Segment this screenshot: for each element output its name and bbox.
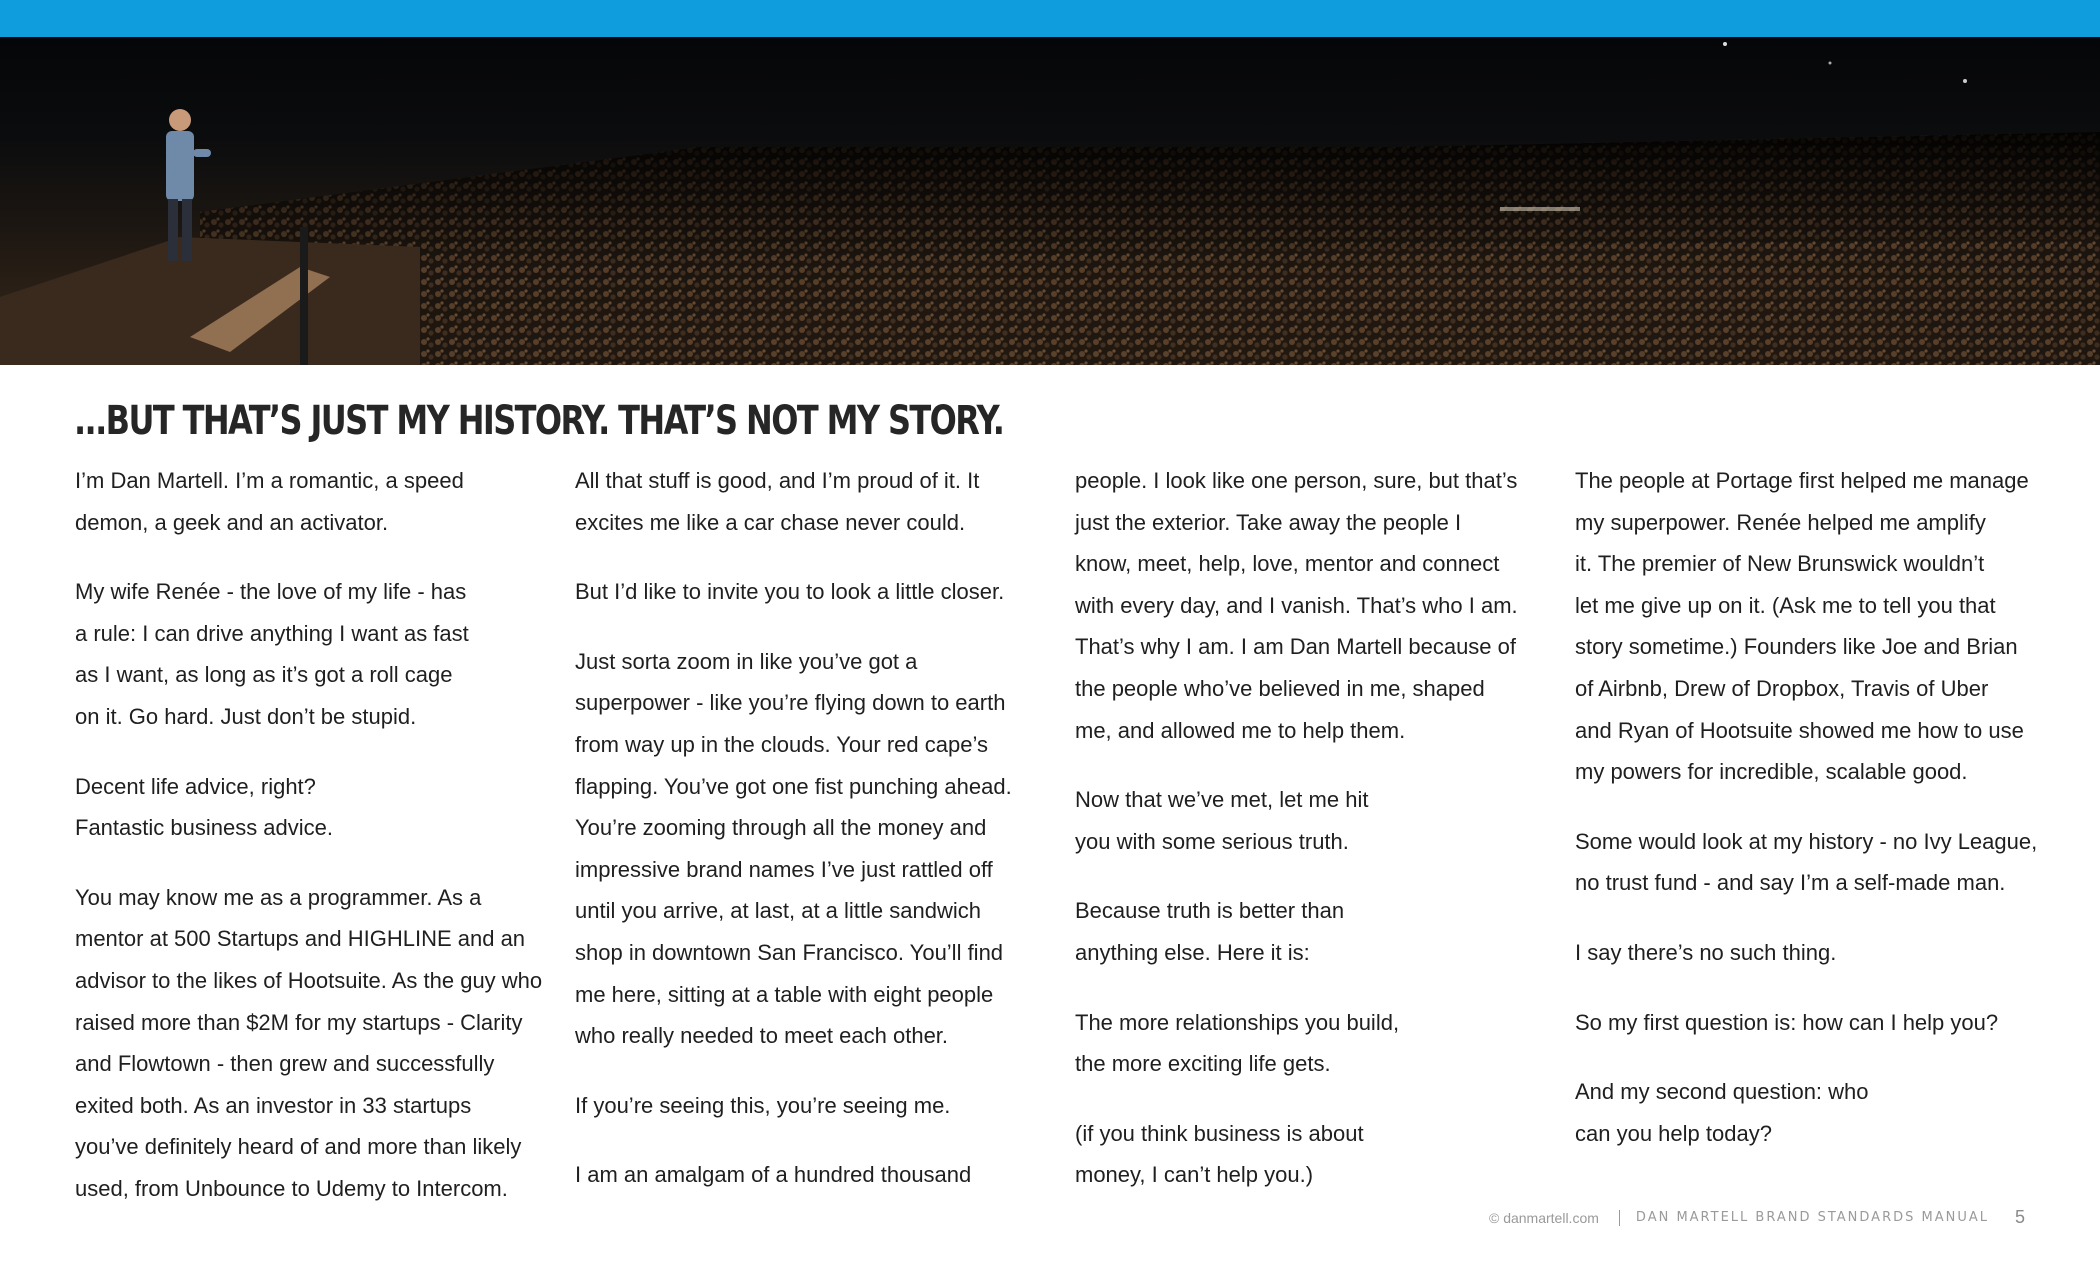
- text-line: from way up in the clouds. Your red cape’s: [575, 731, 988, 757]
- text-line: people. I look like one person, sure, but that’s: [1075, 468, 1518, 493]
- paragraph: [1075, 779, 1550, 862]
- text-line: advisor to the likes of Hootsuite. As the guy who: [75, 967, 543, 993]
- text-line: I’m Dan Martell. I’m a romantic, a speed: [75, 468, 464, 493]
- page-footer: [1489, 1207, 2025, 1228]
- text-line: as I want, as long as it’s got a roll cage: [75, 662, 453, 688]
- paragraph: [75, 460, 550, 543]
- top-accent-bar: [0, 0, 2100, 37]
- paragraph: [575, 1154, 1050, 1196]
- text-line: it. The premier of New Brunswick wouldn’t: [1575, 551, 1985, 577]
- text-line: raised more than $2M for my startups - Clarity: [75, 1009, 523, 1035]
- text-line: know, meet, help, love, mentor and connect: [1075, 551, 1500, 577]
- text-line: and Ryan of Hootsuite showed me how to use: [1575, 717, 2024, 743]
- hero-photo: [0, 37, 2100, 365]
- text-column-4: [1575, 460, 2050, 1182]
- text-line: Fantastic business advice.: [75, 815, 334, 841]
- text-line: Some would look at my history - no Ivy League,: [1575, 828, 2038, 854]
- text-line: exited both. As an investor in 33 startups: [75, 1092, 472, 1118]
- paragraph: [1575, 1002, 2050, 1044]
- text-line: a rule: I can drive anything I want as fast: [75, 620, 469, 646]
- page-headline: ...BUT THAT’S JUST MY HISTORY. THAT’S NOT MY STORY.: [74, 398, 1004, 444]
- paragraph: [1575, 821, 2050, 904]
- text-line: The more relationships you build,: [1075, 1009, 1400, 1035]
- text-line: So my first question is: how can I help you?: [1575, 1009, 1999, 1035]
- footer-manual-title: DAN MARTELL BRAND STANDARDS MANUAL: [1635, 1210, 1989, 1225]
- text-line: Because truth is better than: [1075, 898, 1345, 924]
- text-line: superpower - like you’re flying down to earth: [575, 690, 1006, 716]
- text-line: You may know me as a programmer. As a: [75, 884, 482, 910]
- paragraph: [75, 571, 550, 737]
- paragraph: [1575, 932, 2050, 974]
- text-line: demon, a geek and an activator.: [75, 509, 389, 535]
- text-line: If you’re seeing this, you’re seeing me.: [575, 1092, 951, 1118]
- text-line: Now that we’ve met, let me hit: [1075, 787, 1369, 813]
- text-line: my superpower. Renée helped me amplify: [1575, 509, 1986, 535]
- text-line: You’re zooming through all the money and: [575, 815, 987, 841]
- text-line: until you arrive, at last, at a little sandwich: [575, 898, 981, 924]
- footer-site: © danmartell.com: [1488, 1209, 1599, 1226]
- paragraph: [75, 766, 550, 849]
- paragraph: [1075, 890, 1550, 973]
- text-line: on it. Go hard. Just don’t be stupid.: [75, 703, 417, 729]
- text-line: of Airbnb, Drew of Dropbox, Travis of Uber: [1575, 675, 1989, 701]
- text-line: And my second question: who: [1575, 1079, 1869, 1105]
- text-line: no trust fund - and say I’m a self-made man.: [1575, 870, 2006, 896]
- text-line: excites me like a car chase never could.: [575, 509, 966, 535]
- paragraph: [75, 877, 550, 1210]
- paragraph: [575, 1085, 1050, 1127]
- text-column-3: [1075, 460, 1550, 1224]
- text-column-2: [575, 460, 1050, 1224]
- paragraph: [1575, 1071, 2050, 1154]
- text-line: me, and allowed me to help them.: [1075, 717, 1406, 743]
- text-line: (if you think business is about: [1075, 1120, 1364, 1146]
- text-line: mentor at 500 Startups and HIGHLINE and an: [75, 926, 526, 952]
- page-number: 5: [2014, 1207, 2025, 1227]
- paragraph: [1075, 460, 1550, 751]
- text-line: me here, sitting at a table with eight people: [575, 981, 994, 1007]
- text-line: impressive brand names I’ve just rattled off: [575, 856, 993, 882]
- auditorium-scene: [0, 37, 2100, 365]
- text-line: I am an amalgam of a hundred thousand: [575, 1162, 972, 1188]
- text-line: my powers for incredible, scalable good.: [1575, 759, 1968, 785]
- text-line: used, from Unbounce to Udemy to Intercom.: [75, 1175, 508, 1201]
- text-line: you with some serious truth.: [1075, 828, 1349, 854]
- text-line: story sometime.) Founders like Joe and Brian: [1575, 634, 2018, 660]
- text-line: But I’d like to invite you to look a little closer.: [575, 579, 1005, 605]
- paragraph: [575, 460, 1050, 543]
- paragraph: [575, 641, 1050, 1057]
- text-line: Just sorta zoom in like you’ve got a: [575, 648, 918, 674]
- text-line: All that stuff is good, and I’m proud of it. It: [575, 468, 980, 493]
- text-line: let me give up on it. (Ask me to tell you that: [1575, 592, 1996, 618]
- text-line: My wife Renée - the love of my life - has: [75, 579, 467, 605]
- text-line: That’s why I am. I am Dan Martell because of: [1075, 634, 1516, 660]
- text-line: anything else. Here it is:: [1075, 939, 1310, 965]
- footer-divider: [1619, 1210, 1620, 1226]
- text-line: shop in downtown San Francisco. You’ll find: [575, 939, 1004, 965]
- text-line: you’ve definitely heard of and more than likely: [75, 1134, 522, 1160]
- text-line: I say there’s no such thing.: [1575, 939, 1837, 965]
- text-line: flapping. You’ve got one fist punching ahead.: [575, 773, 1012, 799]
- paragraph: [1075, 1113, 1550, 1196]
- paragraph: [575, 571, 1050, 613]
- text-line: Decent life advice, right?: [75, 773, 316, 799]
- text-line: the people who’ve believed in me, shaped: [1075, 675, 1485, 701]
- text-line: and Flowtown - then grew and successfully: [75, 1051, 495, 1077]
- text-line: who really needed to meet each other.: [575, 1023, 949, 1049]
- text-line: The people at Portage first helped me manage: [1575, 468, 2029, 493]
- paragraph: [1075, 1002, 1550, 1085]
- paragraph: [1575, 460, 2050, 793]
- text-line: with every day, and I vanish. That’s who I am.: [1075, 592, 1518, 618]
- text-line: can you help today?: [1575, 1120, 1772, 1146]
- text-line: just the exterior. Take away the people I: [1075, 509, 1462, 535]
- text-line: the more exciting life gets.: [1075, 1051, 1331, 1077]
- text-column-1: [75, 460, 550, 1238]
- text-line: money, I can’t help you.): [1075, 1162, 1314, 1188]
